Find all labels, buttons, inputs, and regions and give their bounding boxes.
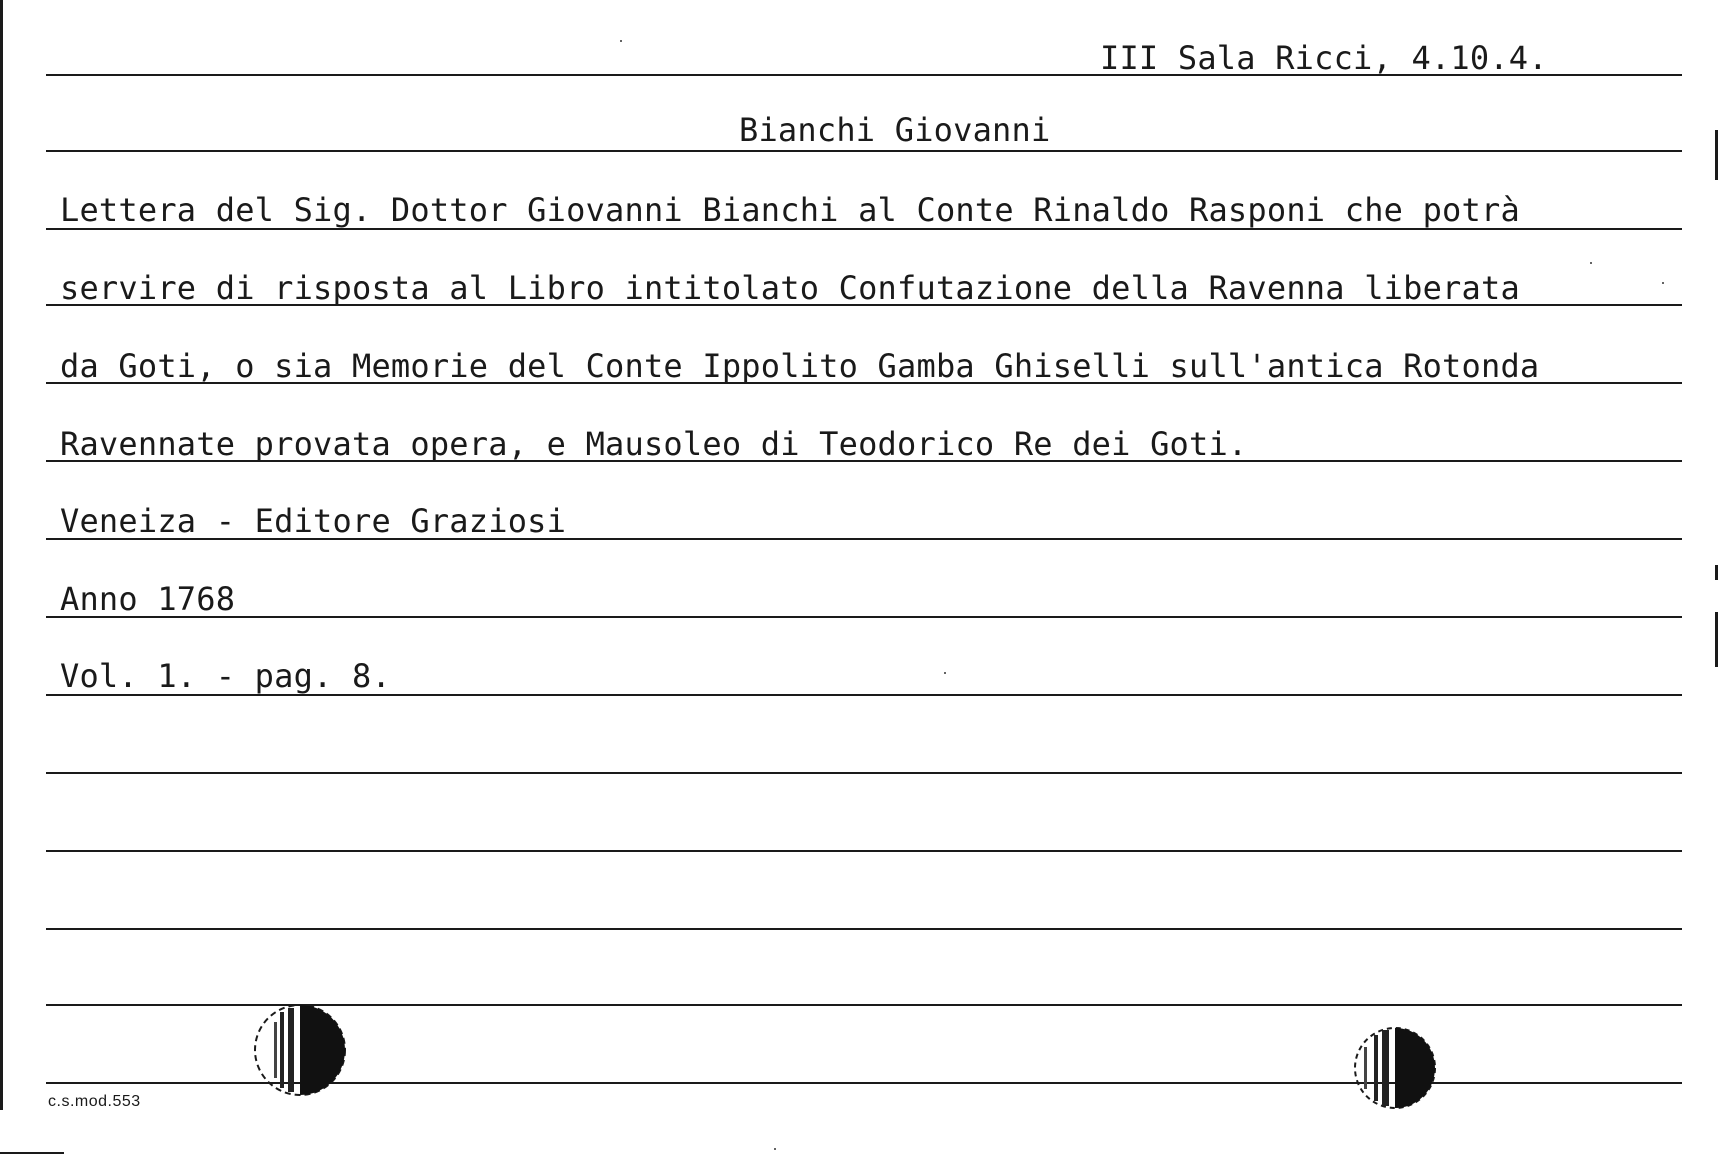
publisher-line: Veneiza - Editore Graziosi <box>60 502 567 540</box>
ruled-line <box>46 616 1682 618</box>
author-heading: Bianchi Giovanni <box>739 111 1051 149</box>
card-left-border <box>0 0 3 1110</box>
year-line: Anno 1768 <box>60 580 236 618</box>
card-right-mark <box>1715 612 1718 667</box>
title-line: servire di risposta al Libro intitolato Confutazione della Ravenna liberata <box>60 269 1520 307</box>
speck <box>1590 262 1592 264</box>
shelfmark: III Sala Ricci, 4.10.4. <box>1100 39 1548 77</box>
ruled-line <box>46 150 1682 152</box>
speck <box>1662 282 1664 284</box>
punch-hole <box>1350 1023 1440 1113</box>
title-line: Lettera del Sig. Dottor Giovanni Bianchi al Conte Rinaldo Rasponi che potrà <box>60 191 1520 229</box>
card-right-mark <box>1715 565 1718 580</box>
title-line: Ravennate provata opera, e Mausoleo di Teodorico Re dei Goti. <box>60 425 1248 463</box>
ruled-line <box>46 772 1682 774</box>
card-right-mark <box>1715 130 1718 180</box>
title-line: da Goti, o sia Memorie del Conte Ippolito Gamba Ghiselli sull'antica Rotonda <box>60 347 1540 385</box>
card-bottom-border-fragment <box>0 1152 64 1154</box>
ruled-line <box>46 928 1682 930</box>
form-code: c.s.mod.553 <box>48 1093 141 1110</box>
speck <box>944 672 946 674</box>
speck <box>774 1148 776 1150</box>
punch-hole <box>248 1000 354 1100</box>
ruled-line <box>46 850 1682 852</box>
speck <box>620 40 622 42</box>
volume-line: Vol. 1. - pag. 8. <box>60 657 391 695</box>
